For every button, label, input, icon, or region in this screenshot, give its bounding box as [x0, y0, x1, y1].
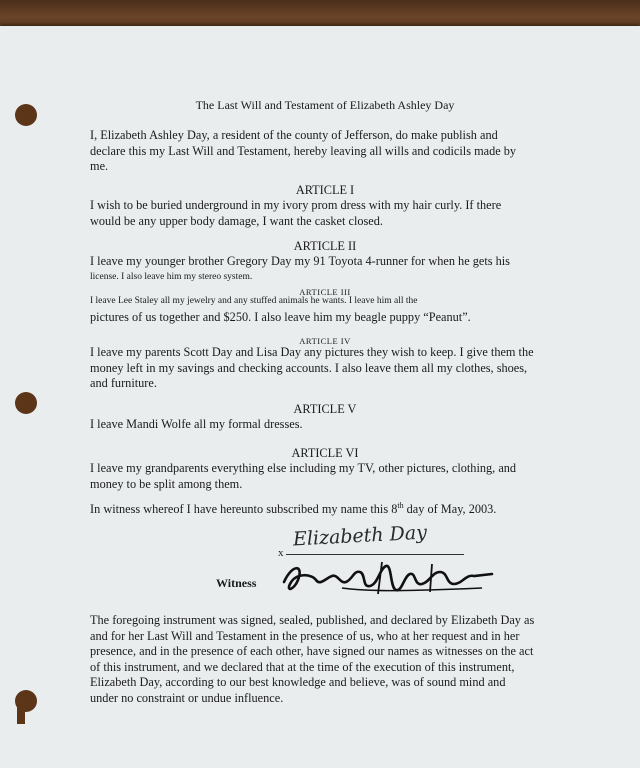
document-page — [0, 26, 640, 768]
article-line: money left in my savings and checking accounts. I also leave them all my clothes, shoes, — [90, 360, 528, 375]
signature-mark: x — [278, 547, 284, 559]
article-line: I leave my grandparents everything else including my TV, other pictures, clothing, and — [90, 461, 517, 475]
attestation-line: Elizabeth Day, according to our best knowledge and believe, was of sound mind and — [90, 675, 506, 689]
desk-background — [0, 0, 640, 28]
article-body — [90, 461, 560, 492]
witness-statement-text: In witness whereof I have hereunto subscribed my name this 8 — [90, 502, 398, 516]
article-body — [90, 294, 560, 325]
article-line: license. I also leave him my stereo system. — [90, 271, 253, 282]
article-heading: ARTICLE III — [299, 287, 351, 297]
article-line: I leave Mandi Wolfe all my formal dresses. — [90, 417, 303, 431]
punch-hole-icon — [15, 392, 37, 414]
article-line: money to be split among them. — [90, 476, 243, 491]
article-body — [90, 345, 560, 392]
witness-signature-icon — [282, 558, 502, 598]
document-title: The Last Will and Testament of Elizabeth Ashley Day — [195, 98, 455, 112]
attestation-line: and for her Last Will and Testament in the presence of us, who at her request and in her — [90, 628, 520, 643]
punch-hole-icon — [15, 104, 37, 126]
attestation-paragraph — [90, 613, 560, 706]
intro-line: declare this my Last Will and Testament, hereby leaving all wills and codicils made by — [90, 143, 517, 158]
article-line: I leave my younger brother Gregory Day my 91 Toyota 4-runner for when he gets his — [90, 254, 510, 268]
attestation-line: under no constraint or undue influence. — [90, 690, 284, 705]
article-heading: ARTICLE VI — [291, 446, 359, 460]
article-line: and furniture. — [90, 376, 157, 390]
testator-signature: Elizabeth Day — [292, 521, 428, 551]
article-line: I leave Lee Staley all my jewelry and any stuffed animals he wants. I leave him all the — [90, 296, 418, 306]
witness-statement-end: day of May, 2003. — [403, 502, 497, 516]
witness-label: Witness — [216, 576, 257, 590]
article-line: would be any upper body damage, I want the casket closed. — [90, 213, 383, 228]
signature-line — [286, 554, 464, 555]
article-heading: ARTICLE V — [293, 402, 357, 416]
article-body — [90, 417, 560, 433]
article-line: I wish to be buried underground in my ivory prom dress with my hair curly. If there — [90, 198, 502, 212]
article-line: pictures of us together and $250. I also leave him my beagle puppy “Peanut”. — [90, 309, 471, 324]
article-heading: ARTICLE II — [293, 239, 357, 253]
punch-hole-tear — [17, 706, 25, 724]
intro-line: I, Elizabeth Ashley Day, a resident of the county of Jefferson, do make publish and — [90, 128, 498, 142]
attestation-line: of this instrument, and we declared that at the time of the execution of this instrument, — [90, 659, 515, 674]
witness-statement — [90, 502, 560, 518]
article-heading: ARTICLE I — [295, 183, 355, 197]
intro-line: me. — [90, 159, 109, 173]
date-suffix: th — [397, 500, 404, 510]
article-heading: ARTICLE IV — [299, 336, 351, 346]
attestation-line: presence, and in the presence of each other, have signed our names as witnesses on the act — [90, 644, 534, 658]
attestation-line: The foregoing instrument was signed, sealed, published, and declared by Elizabeth Day as — [90, 613, 535, 627]
article-body — [90, 198, 560, 229]
intro-paragraph — [90, 128, 560, 175]
article-body — [90, 254, 560, 285]
article-line: I leave my parents Scott Day and Lisa Day any pictures they wish to keep. I give them the — [90, 345, 534, 359]
